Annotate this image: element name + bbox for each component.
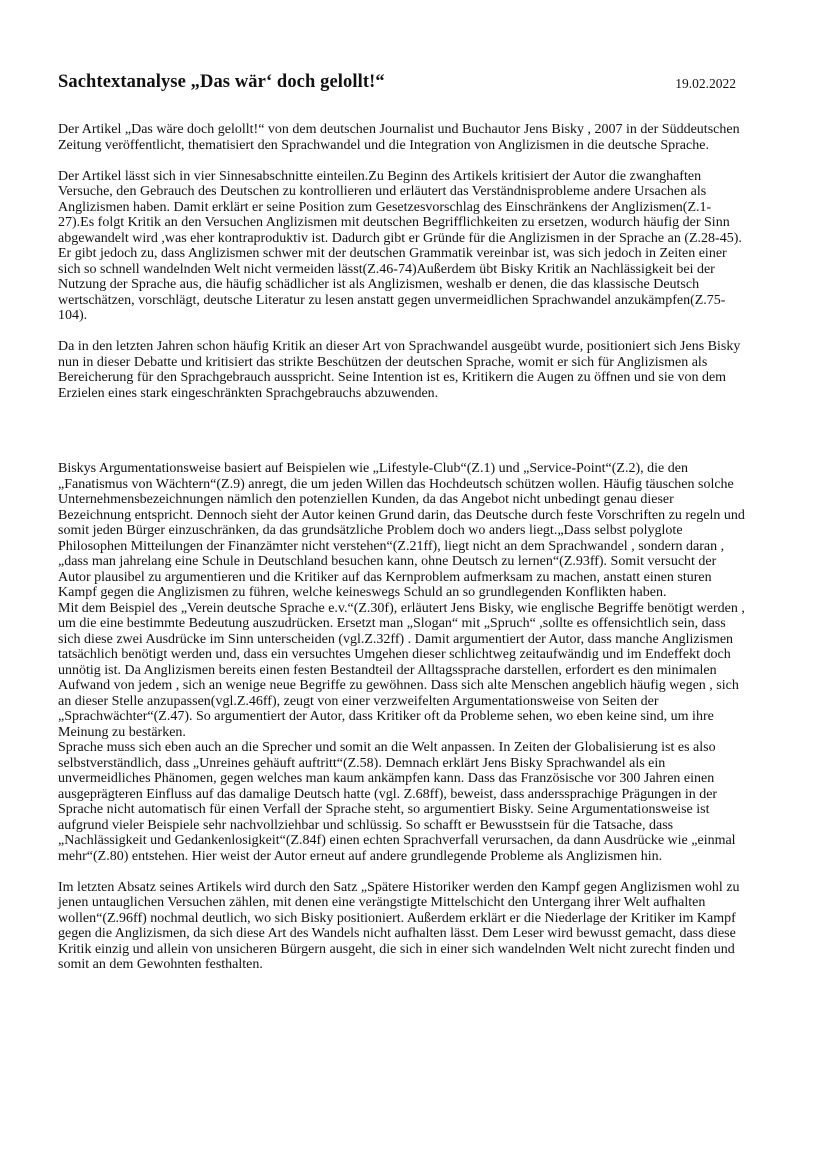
- paragraph-argumentation-3: Sprache muss sich eben auch an die Sprecher und somit an die Welt anpassen. In Zeiten der Globalisierung ist es also selbstverständlich, dass „Unreines gehäuft auftritt“(Z.58). Demnach erklärt Jens Bisky Sprachwandel als ein unvermeidliches Phänomen, gegen welches man kaum ankämpfen kann. Dass das Französische vor 300 Jahren einen ausgeprägteren Einfluss auf das damalige Deutsch hatte (vgl. Z.68ff), beweist, dass anderssprachige Prägungen in der Sprache nicht automatisch für einen Verfall der Sprache steht, so argumentiert Bisky. Seine Argumentationsweise ist aufgrund vieler Beispiele sehr nachvollziehbar und schlüssig. So schafft er Bewusstsein für die Tatsache, dass „Nachlässigkeit und Gedankenlosigkeit“(Z.84f) einen echten Sprachverfall verursachen, da dann Ausdrücke wie „einmal mehr“(Z.80) entstehen. Hier weist der Autor erneut auf andere grundlegende Probleme als Anglizismen hin.: [58, 740, 736, 864]
- document-header: [58, 72, 736, 96]
- document-body-top: [58, 122, 746, 401]
- document-date: 19.02.2022: [675, 76, 736, 91]
- paragraph-conclusion: Im letzten Absatz seines Artikels wird durch den Satz „Spätere Historiker werden den Kampf gegen Anglizismen wohl zu jenen untauglichen Versuchen zählen, mit denen eine verängstigte Mittelschicht den Untergang ihrer Welt aufhalten wollen“(Z.96ff) nochmal deutlich, wo sich Bisky positioniert. Außerdem erklärt er die Niederlage der Kritiker im Kampf gegen die Anglizismen, da sich diese Art des Wandels nicht aufhalten lässt. Dem Leser wird bewusst gemacht, dass diese Kritik einzig und allein von unsicheren Bürgern ausgeht, die sich in einer sich wandelnden Welt nicht zurecht finden und somit an dem Gewohnten festhalten.: [58, 879, 740, 972]
- paragraph-argumentation-1: Biskys Argumentationsweise basiert auf Beispielen wie „Lifestyle-Club“(Z.1) und „Service-Point“(Z.2), die den „Fanatismus von Wächtern“(Z.9) anregt, die um jeden Willen das Hochdeutsch schützen wollen. Häufig täuschen solche Unternehmensbezeichnungen nämlich den potenziellen Kunden, da das Angebot nicht unbedingt genau dieser Bezeichnung entspricht. Dennoch sieht der Autor keinen Grund darin, das Deutsche durch feste Vorschriften zu regeln und somit jeden Bürger einzuschränken, da das grundsätzliche Problem doch wo anders liegt.„Dass selbst polyglote Philosophen Mitteilungen der Finanzämter nicht verstehen“(Z.21ff), liegt nicht an dem Sprachwandel , sondern daran , „dass man jahrelang eine Schule in Deutschland besuchen kann, ohne Deutsch zu lernen“(Z.93ff). Somit versucht der Autor plausibel zu argumentieren und die Kritiker auf das Kernproblem aufmerksam zu machen, anstatt einen sturen Kampf gegen die Anglizismen zu führen, welche keineswegs Schuld an so grundlegenden Konflikten haben.: [58, 461, 745, 600]
- document-title: Sachtextanalyse „Das wär‘ doch gelollt!“: [58, 72, 385, 92]
- paragraph-structure: Der Artikel lässt sich in vier Sinnesabschnitte einteilen.Zu Beginn des Artikels kritisiert der Autor die zwanghaften Versuche, den Gebrauch des Deutschen zu kontrollieren und erläutert das Verständnisprobleme andere Ursachen als Anglizismen haben. Damit erklärt er seine Position zum Gesetzesvorschlag des Einschränkens der Anglizismen(Z.1-27).Es folgt Kritik an den Versuchen Anglizismen mit deutschen Begrifflichkeiten zu ersetzen, wodurch häufig der Sinn abgewandelt wird ,was eher kontraproduktiv ist. Dadurch gibt er Gründe für die Anglizismen in der Sprache an (Z.28-45). Er gibt jedoch zu, dass Anglizismen schwer mit der deutschen Grammatik vereinbar ist, was sich jedoch in Zeiten einer sich so schnell wandelnden Welt nicht vermeiden lässt(Z.46-74)Außerdem übt Bisky Kritik an Nachlässigkeit bei der Nutzung der Sprache aus, die häufig schädlicher ist als Anglizismen, weshalb er denen, die das klassische Deutsch wertschätzen, vorschlägt, deutsche Literatur zu lesen anstatt gegen unvermeidlichen Sprachwandel anzukämpfen(Z.75-104).: [58, 168, 742, 323]
- paragraph-position: Da in den letzten Jahren schon häufig Kritik an dieser Art von Sprachwandel ausgeübt wurde, positioniert sich Jens Bisky nun in dieser Debatte und kritisiert das strikte Beschützen der deutschen Sprache, womit er sich für Anglizismen als Bereicherung für den Sprachgebrauch ausspricht. Seine Intention ist es, Kritikern die Augen zu öffnen und sie von dem Erzielen eines stark eingeschränkten Sprachgebrauchs abzuwenden.: [58, 339, 741, 401]
- document-body-bottom: [58, 461, 746, 973]
- paragraph-introduction: Der Artikel „Das wäre doch gelollt!“ von dem deutschen Journalist und Buchautor Jens Bisky , 2007 in der Süddeutschen Zeitung veröffentlicht, thematisiert den Sprachwandel und die Integration von Anglizismen in die deutsche Sprache.: [58, 122, 740, 153]
- paragraph-argumentation-2: Mit dem Beispiel des „Verein deutsche Sprache e.v.“(Z.30f), erläutert Jens Bisky, wie englische Begriffe benötigt werden , um die eine bestimmte Bedeutung auszudrücken. Ersetzt man „Slogan“ mit „Spruch“ ,sollte es offensichtlich sein, dass sich diese zwei Ausdrücke im Sinn unterscheiden (vgl.Z.32ff) . Damit argumentiert der Autor, dass manche Anglizismen tatsächlich benötigt werden und, dass ein versuchtes Umgehen dieser schlichtweg zeitaufwändig und im Endeffekt doch unnötig ist. Da Anglizismen bereits einen festen Bestandteil der Alltagssprache darstellen, erfordert es den minimalen Aufwand von jedem , sich an wenige neue Begriffe zu gewöhnen. Dass sich alte Menschen angeblich häufig wegen , sich an dieser Stelle anzupassen(vgl.Z.46ff), zeugt von einer verzweifelten Argumentationsweise von Seiten der „Sprachwächter“(Z.47). So argumentiert der Autor, dass Kritiker oft da Probleme sehen, wo eben keine sind, um ihre Meinung zu bestärken.: [58, 600, 745, 740]
